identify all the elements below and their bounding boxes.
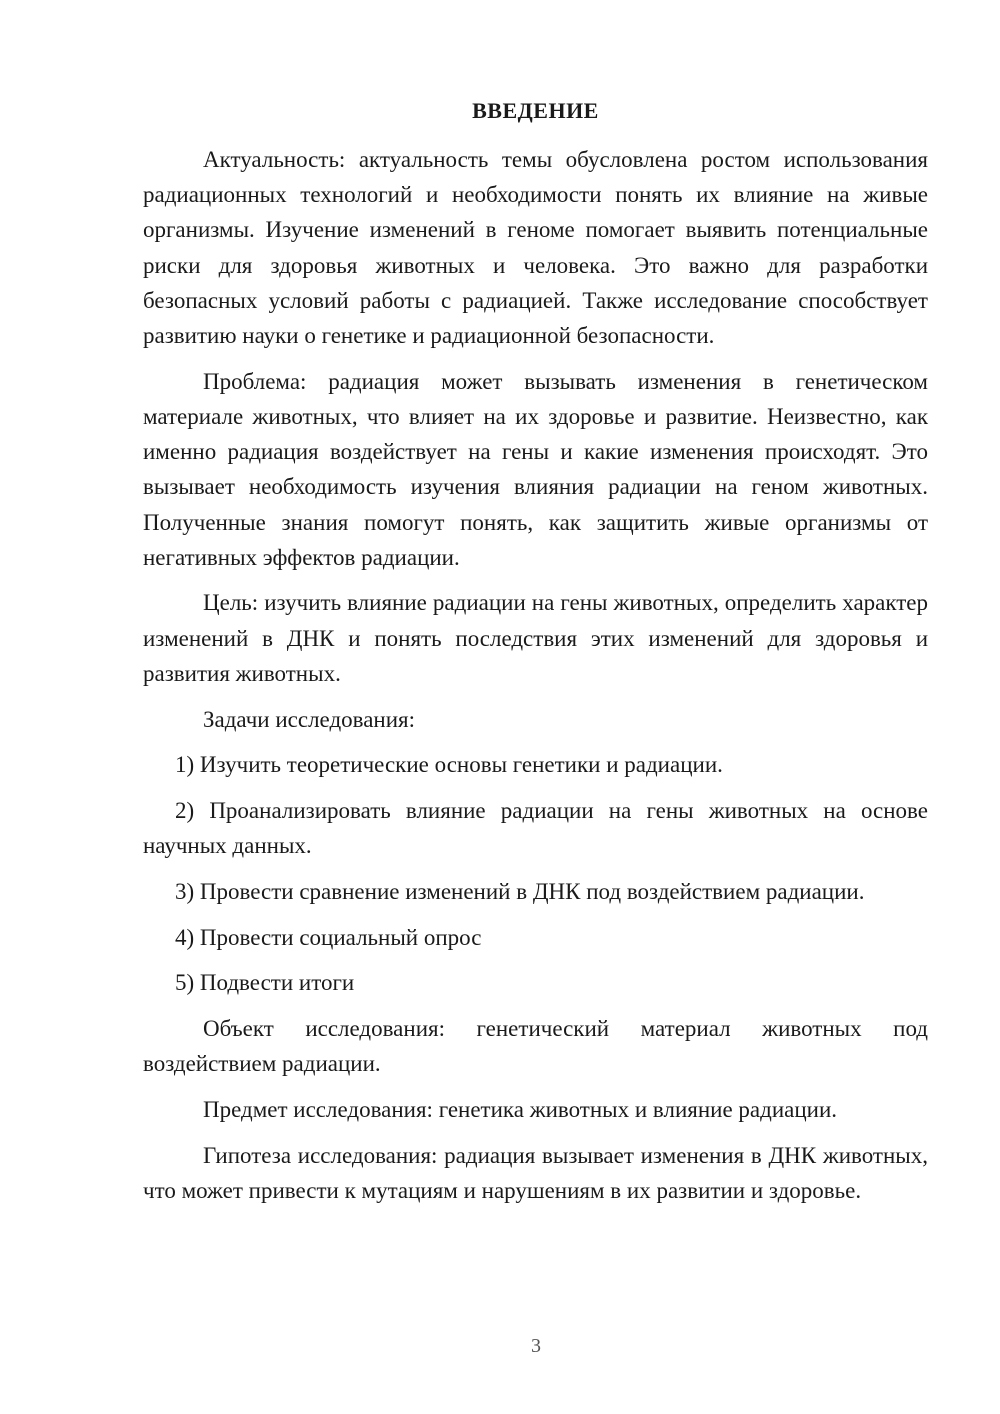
task-item: 5) Подвести итоги [175,970,355,996]
task-item: 2) Проанализировать влияние радиации на гены животных на основе научных данных. [143,797,928,859]
goal-paragraph: Цель: изучить влияние радиации на гены животных, определить характер изменений в ДНК и понять последствия этих изменений для здоровья и развития животных. [143,590,928,686]
page-number: 3 [531,1335,541,1357]
section-title: ВВЕДЕНИЕ [472,98,599,123]
task-item: 1) Изучить теоретические основы генетики и радиации. [175,752,723,778]
hypothesis-paragraph: Гипотеза исследования: радиация вызывает изменения в ДНК животных, что может привести к мутациям и нарушениям в их развитии и здоровье. [143,1142,928,1203]
task-item: 3) Провести сравнение изменений в ДНК под воздействием радиации. [175,878,865,904]
problem-paragraph: Проблема: радиация может вызывать изменения в генетическом материале животных, что влияет на их здоровье и развитие. Неизвестно, как именно радиация воздействует на гены и какие изменения происходят. Это вызывает необходимость изучения влияния радиации на геном животных. Полученные знания помогут понять, как защитить живые организмы от негативных эффектов радиации. [143,368,928,570]
subject-paragraph: Предмет исследования: генетика животных и влияние радиации. [203,1096,838,1122]
tasks-heading: Задачи исследования: [203,706,416,732]
relevance-paragraph: Актуальность: актуальность темы обусловлена ростом использования радиационных технологий и необходимости понять их влияние на живые организмы. Изучение изменений в геноме помогает выявить потенциальные риски для здоровья животных и человека. Это важно для разработки безопасных условий работы с радиацией. Также исследование способствует развитию науки о генетике и радиационной безопасности. [143,147,928,349]
object-paragraph: Объект исследования: генетический материал животных под воздействием радиации. [143,1015,928,1077]
task-item: 4) Провести социальный опрос [175,924,482,950]
document-body [143,142,928,1218]
